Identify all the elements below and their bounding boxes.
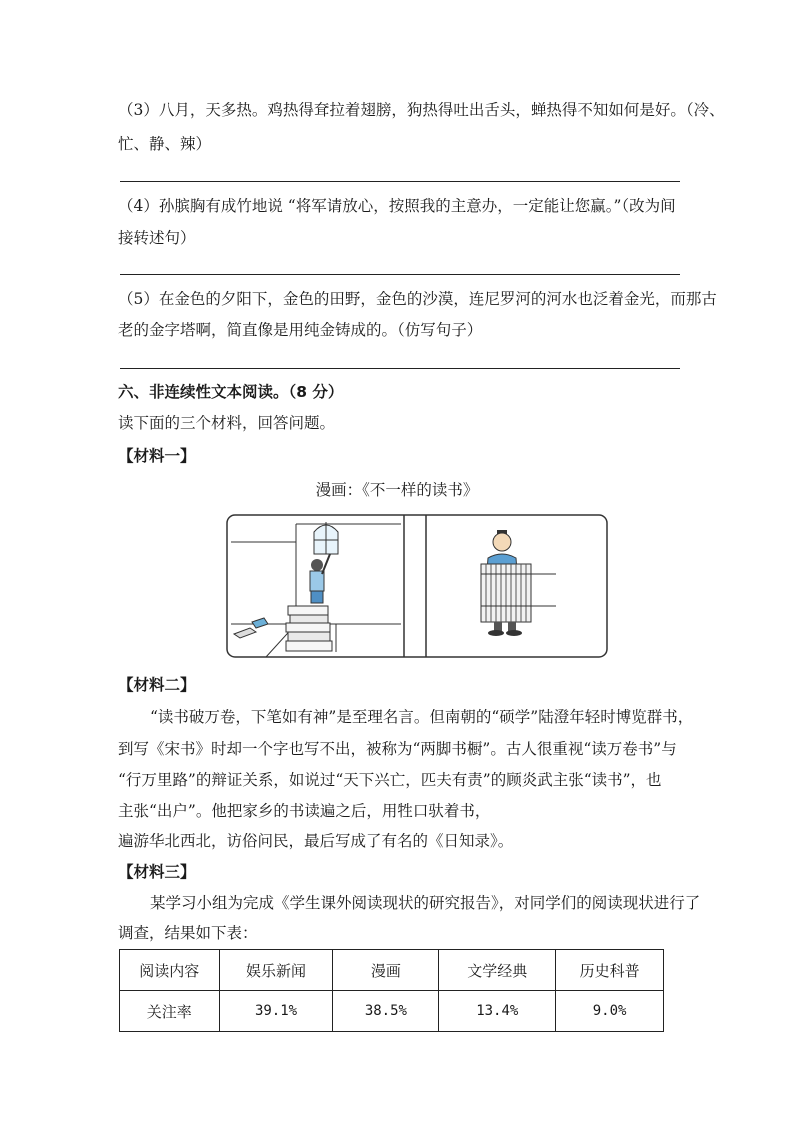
- table-cell: 关注率: [120, 991, 220, 1032]
- table-cell: 历史科普: [556, 950, 664, 991]
- q5-line-1: （5）在金色的夕阳下，金色的田野，金色的沙漠，连尼罗河的河水也泛着金光，而那古: [118, 290, 717, 308]
- q5-answer-line[interactable]: [120, 368, 680, 369]
- comic-illustration: [226, 514, 608, 658]
- material-3-line-2: 调查，结果如下表：: [118, 924, 258, 942]
- q5-line-2: 老的金字塔啊，简直像是用纯金铸成的。（仿写句子）: [118, 321, 483, 339]
- material-2-line-2: 到写《宋书》时却一个字也写不出，被称为“两脚书橱”。古人很重视“读万卷书”与: [118, 740, 677, 758]
- material-2-line-3: “行万里路”的辩证关系，如说过“天下兴亡，匹夫有责”的顾炎武主张“读书”，也: [118, 771, 662, 789]
- table-cell: 阅读内容: [120, 950, 220, 991]
- table-cell: 39.1%: [219, 991, 333, 1032]
- q4-line-1: （4）孙膑胸有成竹地说 “将军请放心，按照我的主意办，一定能让您赢。”（改为间: [118, 197, 676, 215]
- table-cell: 38.5%: [333, 991, 439, 1032]
- material-2-label: 【材料二】: [118, 676, 196, 694]
- q3-line-2: 忙、静、辣）: [118, 135, 212, 153]
- q3-answer-line[interactable]: [120, 181, 680, 182]
- table-cell: 娱乐新闻: [219, 950, 333, 991]
- comic-caption: 漫画：《不一样的读书》: [315, 481, 479, 499]
- material-3-label: 【材料三】: [118, 863, 196, 881]
- material-2-line-4: 主张“出户”。他把家乡的书读遍之后，用牲口驮着书，: [118, 802, 491, 820]
- q4-line-2: 接转述句）: [118, 229, 196, 247]
- material-1-label: 【材料一】: [118, 447, 196, 465]
- section-6-heading: 六、非连续性文本阅读。（8 分）: [118, 383, 344, 401]
- table-cell: 13.4%: [439, 991, 556, 1032]
- table-row: [120, 991, 664, 1032]
- q3-line-1: （3）八月，天多热。鸡热得耷拉着翅膀，狗热得吐出舌头，蝉热得不知如何是好。（冷、: [118, 101, 725, 119]
- section-6-instruction: 读下面的三个材料，回答问题。: [118, 414, 336, 432]
- table-cell: 文学经典: [439, 950, 556, 991]
- reading-survey-table: [119, 949, 664, 1032]
- material-2-line-5: 遍游华北西北，访俗问民，最后写成了有名的《日知录》。: [118, 832, 514, 850]
- table-cell: 漫画: [333, 950, 439, 991]
- material-3-line-1: 某学习小组为完成《学生课外阅读现状的研究报告》，对同学们的阅读现状进行了: [150, 894, 701, 912]
- table-cell: 9.0%: [556, 991, 664, 1032]
- q4-answer-line[interactable]: [120, 274, 680, 275]
- table-header-row: [120, 950, 664, 991]
- material-2-line-1: “读书破万卷，下笔如有神”是至理名言。但南朝的“硕学”陆澄年轻时博览群书，: [150, 708, 694, 726]
